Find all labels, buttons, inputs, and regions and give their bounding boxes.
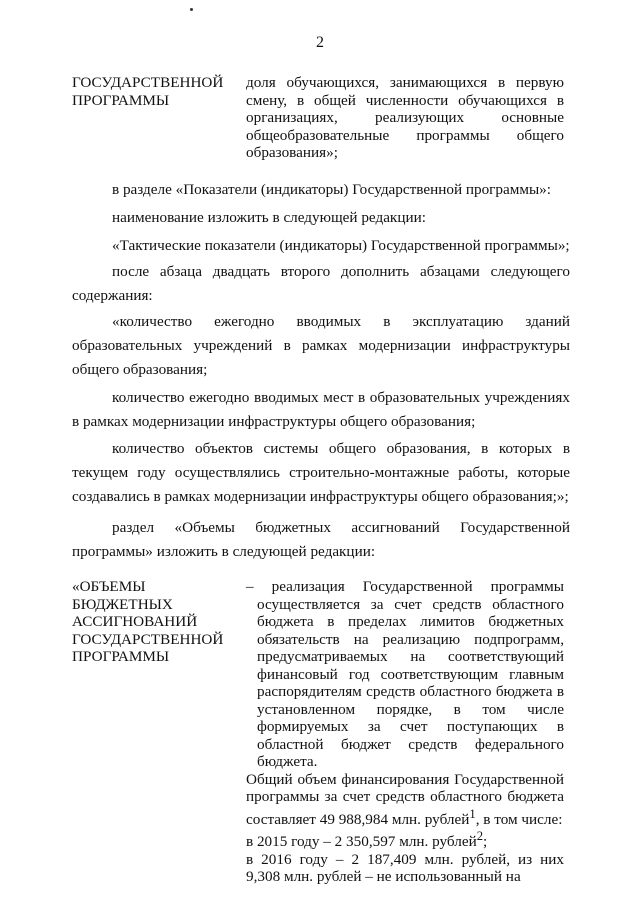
- footnote-2: 2: [476, 829, 484, 844]
- paragraph-add-after: после абзаца двадцать второго дополнить абзацами следующего содержания:: [72, 263, 570, 304]
- paragraph-objects-count: количество объектов системы общего образования, в которых в текущем году осуществлялись строительно-монтажные работы, которые создавались в рамках модернизации инфраструктуры общего образования;»;: [72, 440, 570, 505]
- paragraph-section-indicators: в разделе «Показатели (индикаторы) Государственной программы»:: [112, 181, 551, 198]
- paragraph-tactical-indicators: «Тактические показатели (индикаторы) Государственной программы»;: [112, 237, 570, 254]
- footnote-1: 1: [469, 806, 476, 821]
- bottom-block-label: «ОБЪЕМЫ БЮДЖЕТНЫХ АССИГНОВАНИЙ ГОСУДАРСТВЕННОЙ ПРОГРАММЫ: [72, 578, 224, 665]
- paragraph-rename-heading: наименование изложить в следующей редакции:: [112, 209, 426, 226]
- total-financing-text: Общий объем финансирования Государственной программы за счет средств областного бюджета составляет 49 988,984 млн. рублей$^1$, в том числе:: [246, 770, 564, 828]
- year-2015-text: в 2015 году – 2 350,597 млн. рублей$^2$;: [246, 829, 488, 851]
- budget-implementation-text: – реализация Государственной программы осуществляется за счет средств областного бюджета в пределах лимитов бюджетных обязательств на реализацию подпрограмм, предусматриваемых на соответствующий финансовый год соответствующим главным распорядителям средств областного бюджета в установленном порядке, в том числе формируемых за счет поступающих в областной бюджет средств федерального бюджета.: [246, 578, 564, 770]
- paragraph-budget-section: раздел «Объемы бюджетных ассигнований Государственной программы» изложить в следующей редакции:: [72, 519, 570, 560]
- paragraph-buildings-count: «количество ежегодно вводимых в эксплуатацию зданий образовательных учреждений в рамках модернизации инфраструктуры общего образования;: [72, 313, 570, 378]
- top-block-value: доля обучающихся, занимающихся в первую смену, в общей численности обучающихся в организациях, реализующих основные общеобразовательные программы общего образования»;: [246, 74, 564, 161]
- year-2016-text: в 2016 году – 2 187,409 млн. рублей, из них 9,308 млн. рублей – не использованный на: [246, 850, 564, 886]
- scan-dot: [190, 8, 193, 11]
- top-block-label: ГОСУДАРСТВЕННОЙ ПРОГРАММЫ: [72, 74, 224, 109]
- bottom-block-value: [246, 578, 564, 886]
- page-number: 2: [316, 34, 324, 51]
- paragraph-places-count: количество ежегодно вводимых мест в образовательных учреждениях в рамках модернизации инфраструктуры общего образования;: [72, 389, 570, 430]
